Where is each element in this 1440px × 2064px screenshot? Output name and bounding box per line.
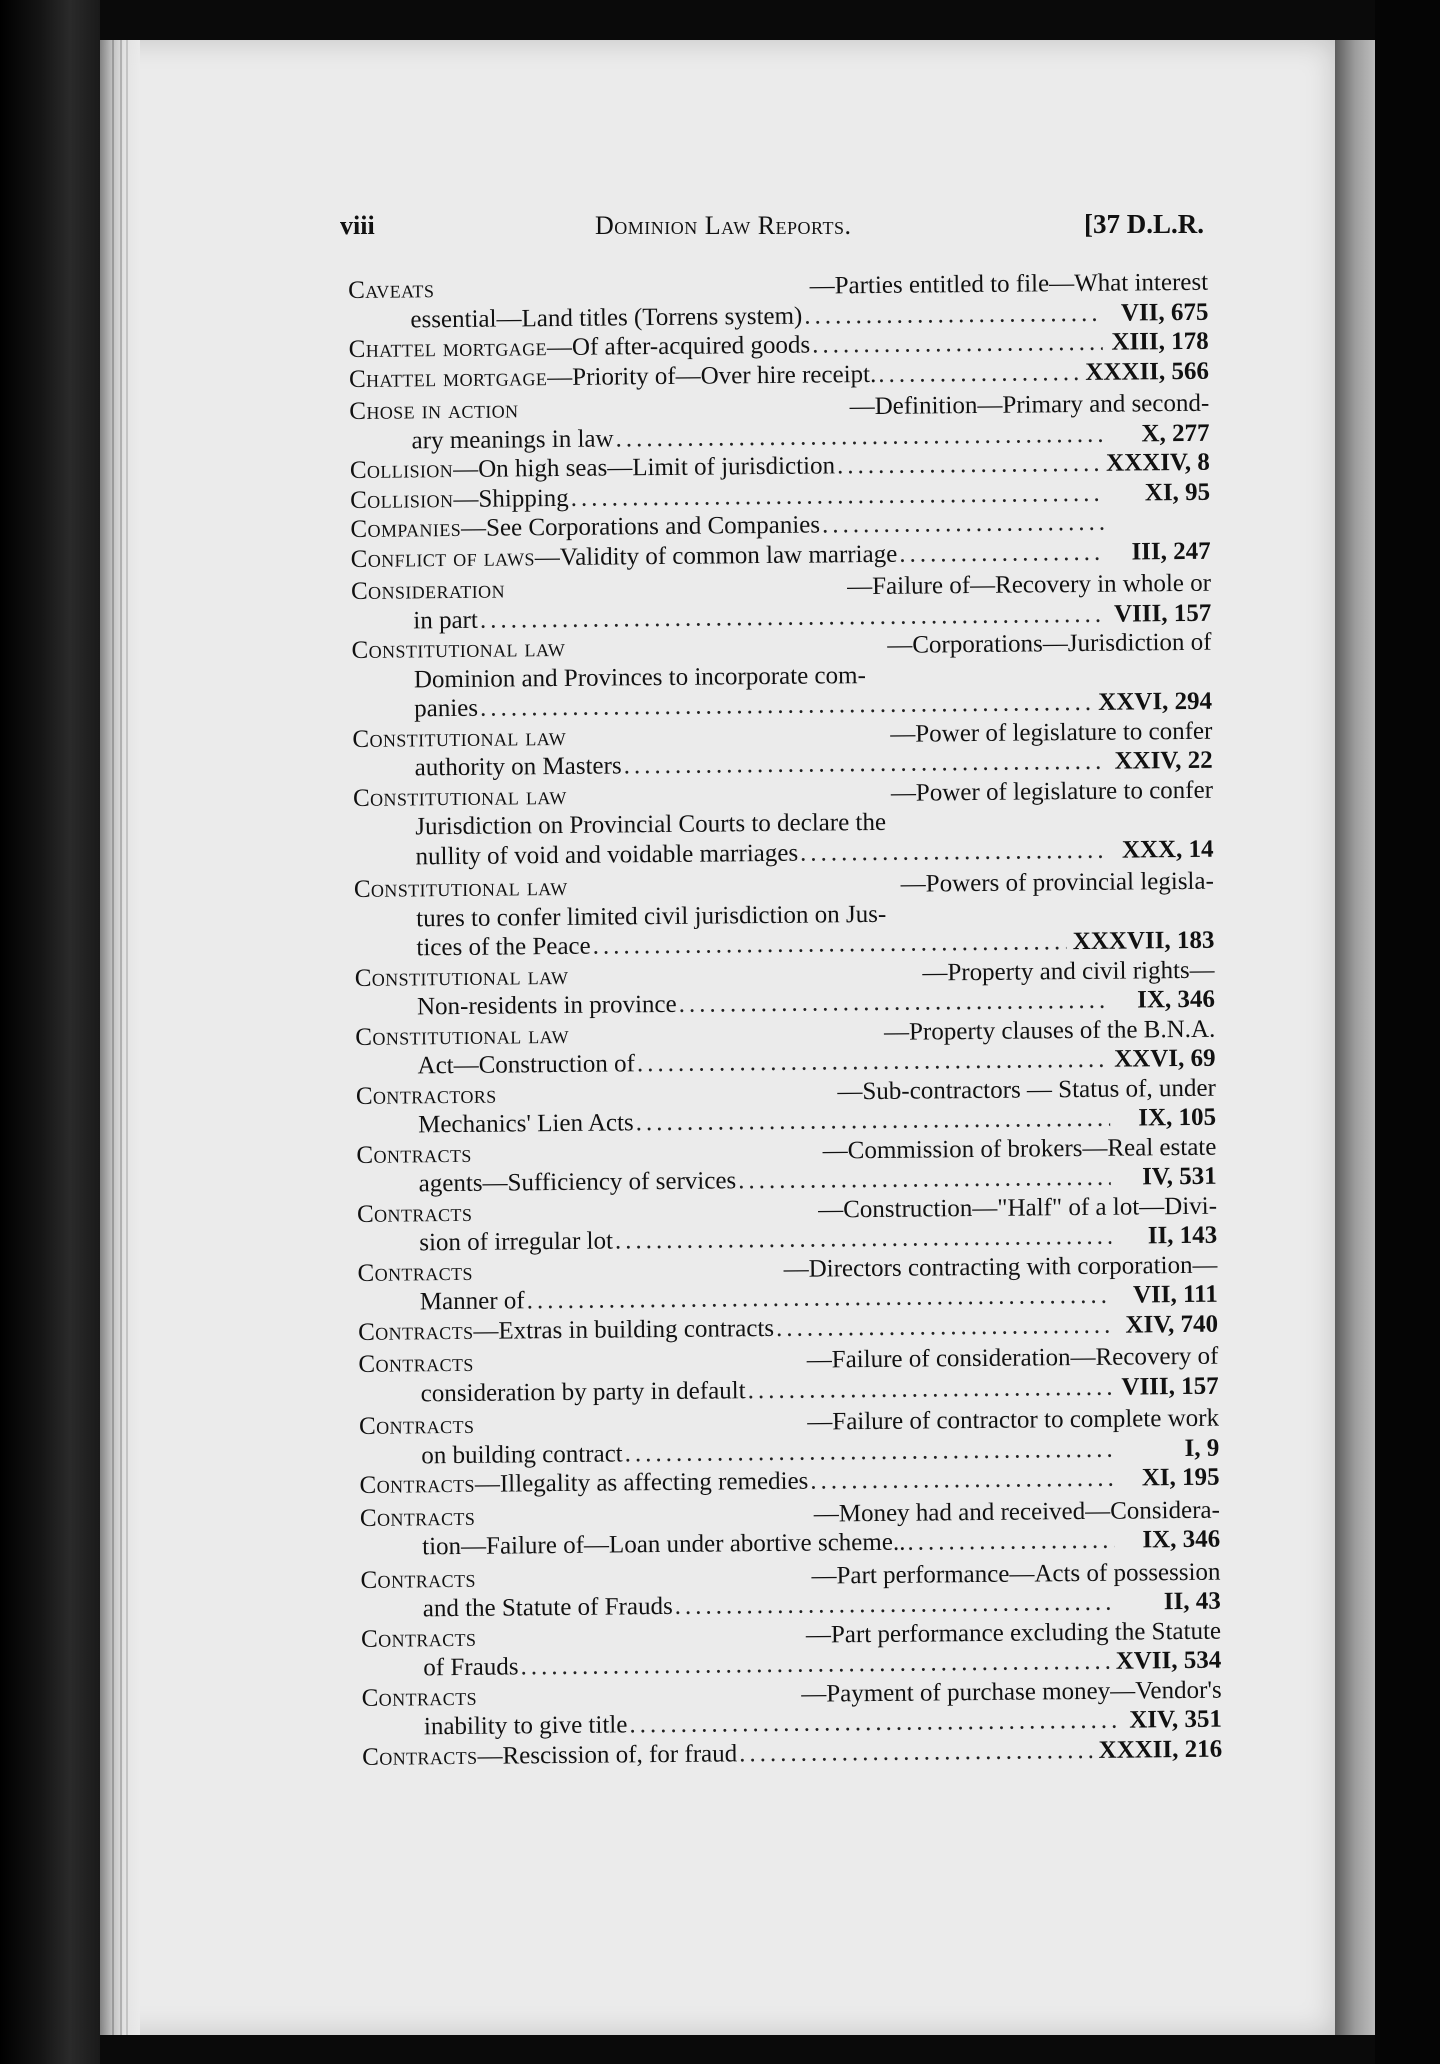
entry-heading: Contracts — [356, 1140, 472, 1169]
index-entry — [357, 1191, 1218, 1258]
entry-text: on building contract — [421, 1439, 623, 1469]
entry-heading: Constitutional law — [351, 634, 566, 664]
entry-text: nullity of void and voidable marriages — [415, 839, 799, 870]
index-entry — [357, 1250, 1218, 1317]
entry-text: —Powers of provincial legisla- — [900, 867, 1214, 898]
entry-text: —Power of legislature to confer — [890, 717, 1213, 748]
entry-text: sion of irregular lot — [419, 1227, 614, 1257]
entry-heading: Conflict of laws — [350, 543, 535, 573]
index-entry — [361, 1616, 1222, 1683]
entry-heading: Contracts — [358, 1411, 475, 1440]
entry-heading: Constitutional law — [353, 873, 568, 903]
entry-text: Act—Construction of — [417, 1050, 636, 1080]
index-entry — [360, 1495, 1221, 1562]
entry-text: —Corporations—Jurisdiction of — [887, 628, 1212, 659]
gutter-line — [112, 40, 114, 2035]
dot-leader — [802, 298, 1102, 330]
volume-page-reference: XXVI, 69 — [1114, 1044, 1216, 1073]
volume-page-reference: II, 43 — [1163, 1587, 1221, 1616]
entry-heading: Consideration — [350, 576, 506, 605]
entry-text: in part — [413, 606, 479, 634]
dot-leader — [820, 508, 1105, 540]
dot-leader — [835, 449, 1100, 481]
volume-page-reference: IV, 531 — [1141, 1162, 1217, 1191]
entry-heading: Contracts — [360, 1624, 477, 1653]
volume-page-reference: XIII, 178 — [1111, 327, 1209, 356]
entry-text: essential—Land titles (Torrens system) — [410, 302, 803, 333]
page-header — [340, 205, 1204, 245]
entry-heading: Contracts — [357, 1258, 473, 1287]
volume-page-reference: IX, 346 — [1137, 985, 1216, 1014]
volume-page-reference: XXXII, 216 — [1098, 1735, 1223, 1764]
entry-text: —Failure of consideration—Recovery of — [806, 1342, 1219, 1374]
index-entry — [360, 1557, 1221, 1624]
volume-page-reference: II, 143 — [1147, 1221, 1218, 1250]
entry-text: inability to give title — [423, 1711, 628, 1741]
entry-text: tices of the Peace — [416, 932, 591, 962]
entry-text: —Property clauses of the B.N.A. — [883, 1015, 1216, 1046]
dot-leader — [613, 419, 1103, 453]
dot-leader — [677, 986, 1110, 1020]
dot-leader — [613, 1222, 1112, 1256]
entry-heading: Contracts — [359, 1503, 476, 1532]
index-entry — [349, 389, 1210, 456]
volume-page-reference: XI, 195 — [1141, 1463, 1220, 1492]
entry-text: Jurisdiction on Provincial Courts to declare the — [415, 808, 887, 841]
entry-heading: Contracts — [362, 1742, 478, 1771]
volume-page-reference: XXVI, 294 — [1098, 687, 1213, 716]
entry-text: —Commission of brokers—Real estate — [822, 1133, 1217, 1164]
dot-leader — [621, 747, 1106, 781]
dot-leader — [737, 1735, 1093, 1768]
entry-heading: Chose in action — [349, 396, 519, 425]
dot-leader — [635, 1045, 1109, 1079]
entry-text: —Priority of—Over hire receipt. — [547, 360, 877, 391]
index-entry — [353, 775, 1214, 872]
index-entry — [348, 268, 1209, 335]
entry-heading: Constitutional law — [355, 1021, 570, 1051]
index-entry — [355, 1014, 1216, 1081]
entry-heading: Caveats — [348, 276, 435, 304]
entry-text: —Power of legislature to confer — [890, 776, 1214, 807]
entry-text: —Parties entitled to file—What interest — [809, 268, 1209, 300]
dot-leader — [634, 1104, 1111, 1138]
index-list — [348, 268, 1222, 1772]
entry-text: Dominion and Provinces to incorporate com- — [413, 661, 866, 693]
volume-page-reference: XXXII, 566 — [1085, 357, 1210, 386]
entry-heading: Constitutional law — [352, 723, 567, 753]
entry-text: —Extras in building contracts — [473, 1314, 775, 1345]
entry-text: authority on Masters — [414, 752, 622, 782]
entry-text: —Property and civil rights— — [922, 956, 1215, 987]
entry-text: tures to confer limited civil jurisdiction on Jus- — [416, 900, 887, 932]
gutter-line — [120, 40, 122, 2035]
entry-heading: Collision — [350, 485, 454, 514]
index-entry — [359, 1404, 1220, 1471]
entry-text: —Part performance—Acts of possession — [811, 1558, 1221, 1590]
page-number: viii — [340, 211, 375, 240]
entry-heading: Contracts — [359, 1470, 476, 1499]
volume-page-reference: VII, 675 — [1120, 298, 1209, 327]
index-entry — [355, 955, 1216, 1022]
entry-text: Manner of — [419, 1287, 525, 1316]
volume-page-reference — [1104, 529, 1210, 530]
entry-text: —Validity of common law marriage — [534, 540, 898, 571]
entry-text: Non-residents in province — [416, 990, 677, 1021]
entry-text: —Money had and received—Considera- — [813, 1496, 1221, 1528]
entry-heading: Constitutional law — [354, 962, 569, 992]
volume-page-reference: XIV, 351 — [1129, 1705, 1223, 1734]
index-entry — [351, 569, 1212, 636]
entry-text: of Frauds — [423, 1653, 519, 1682]
index-entry — [354, 867, 1215, 964]
volume-page-reference: XXXIV, 8 — [1105, 448, 1210, 477]
volume-page-reference: XIV, 740 — [1125, 1310, 1219, 1339]
dot-leader — [810, 328, 1103, 360]
volume-page-reference: XXXVII, 183 — [1072, 926, 1215, 956]
entry-text: —Definition—Primary and second- — [849, 389, 1210, 421]
dot-leader — [897, 537, 1105, 568]
dot-leader — [591, 927, 1067, 961]
volume-page-reference: XVII, 534 — [1115, 1646, 1222, 1675]
volume-page-reference: IX, 105 — [1138, 1103, 1217, 1132]
facing-page-edge — [1335, 40, 1375, 2035]
index-entry — [352, 716, 1213, 783]
volume-page-reference: VII, 111 — [1132, 1280, 1218, 1309]
entry-text: —On high seas—Limit of jurisdiction — [452, 452, 836, 483]
entry-text: tion—Failure of—Loan under abortive scheme.. — [422, 1528, 906, 1561]
dot-leader — [774, 1310, 1112, 1343]
scan-right-edge — [1375, 0, 1440, 2064]
volume-page-reference: VIII, 157 — [1113, 599, 1212, 628]
volume-page-reference: XXIV, 22 — [1114, 746, 1213, 775]
entry-text: —Failure of contractor to complete work — [807, 1404, 1220, 1436]
entry-heading: Contracts — [358, 1317, 474, 1346]
entry-heading: Contracts — [358, 1349, 474, 1378]
entry-text: —Sub-contractors — Status of, under — [837, 1074, 1216, 1105]
entry-text: —Rescission of, for fraud — [477, 1739, 738, 1770]
entry-text: consideration by party in default — [420, 1376, 746, 1407]
entry-text: —Part performance excluding the Statute — [805, 1617, 1222, 1649]
entry-heading: Companies — [350, 514, 462, 543]
entry-heading: Contracts — [356, 1199, 473, 1228]
volume-page-reference: VIII, 157 — [1121, 1372, 1219, 1401]
entry-heading: Contractors — [355, 1081, 497, 1110]
dot-leader — [745, 1372, 1112, 1405]
entry-heading: Contracts — [360, 1565, 476, 1594]
volume-page-reference: IX, 346 — [1142, 1525, 1221, 1554]
volume-page-reference: XI, 95 — [1144, 478, 1211, 506]
dot-leader — [623, 1434, 1114, 1468]
entry-heading: Constitutional law — [352, 782, 567, 812]
index-entry — [356, 1132, 1217, 1199]
entry-text: and the Statute of Frauds — [422, 1592, 673, 1623]
entry-text: —Of after-acquired goods — [546, 331, 811, 362]
entry-text: —Directors contracting with corporation— — [783, 1251, 1218, 1283]
dot-leader — [905, 1526, 1114, 1558]
volume-reference: [37 D.L.R. — [1084, 209, 1204, 239]
entry-text: —Shipping — [453, 484, 569, 513]
index-entry — [351, 628, 1212, 725]
entry-text: —See Corporations and Companies — [460, 511, 821, 542]
dot-leader — [876, 357, 1079, 388]
running-title: Dominion Law Reports. — [595, 211, 852, 240]
entry-text: —Construction—"Half" of a lot—Divi- — [818, 1192, 1218, 1224]
entry-text: ary meanings in law — [411, 424, 614, 454]
entry-text: —Illegality as affecting remedies — [474, 1467, 809, 1498]
volume-page-reference: XXX, 14 — [1121, 835, 1214, 864]
entry-heading: Chattel mortgage — [348, 334, 548, 363]
dot-leader — [627, 1706, 1116, 1740]
entry-heading: Collision — [349, 456, 454, 484]
index-entry — [358, 1342, 1219, 1409]
entry-text: agents—Sufficiency of services — [418, 1167, 737, 1198]
dot-leader — [673, 1588, 1115, 1622]
entry-heading: Contracts — [361, 1683, 478, 1712]
entry-heading: Chattel mortgage — [348, 363, 548, 393]
scan-left-edge — [0, 0, 100, 2064]
index-entry — [362, 1675, 1223, 1742]
gutter-line — [126, 40, 128, 2035]
index-entry — [356, 1073, 1217, 1140]
volume-page-reference: I, 9 — [1184, 1434, 1220, 1462]
entry-text: —Payment of purchase money—Vendor's — [801, 1676, 1222, 1708]
volume-page-reference: X, 277 — [1141, 419, 1210, 447]
entry-text: Mechanics' Lien Acts — [418, 1109, 634, 1139]
dot-leader — [808, 1464, 1114, 1496]
entry-text: —Failure of—Recovery in whole or — [847, 569, 1212, 601]
dot-leader — [798, 835, 1108, 867]
dot-leader — [736, 1163, 1111, 1196]
volume-page-reference: III, 247 — [1131, 537, 1211, 565]
entry-text: panies — [414, 694, 479, 723]
